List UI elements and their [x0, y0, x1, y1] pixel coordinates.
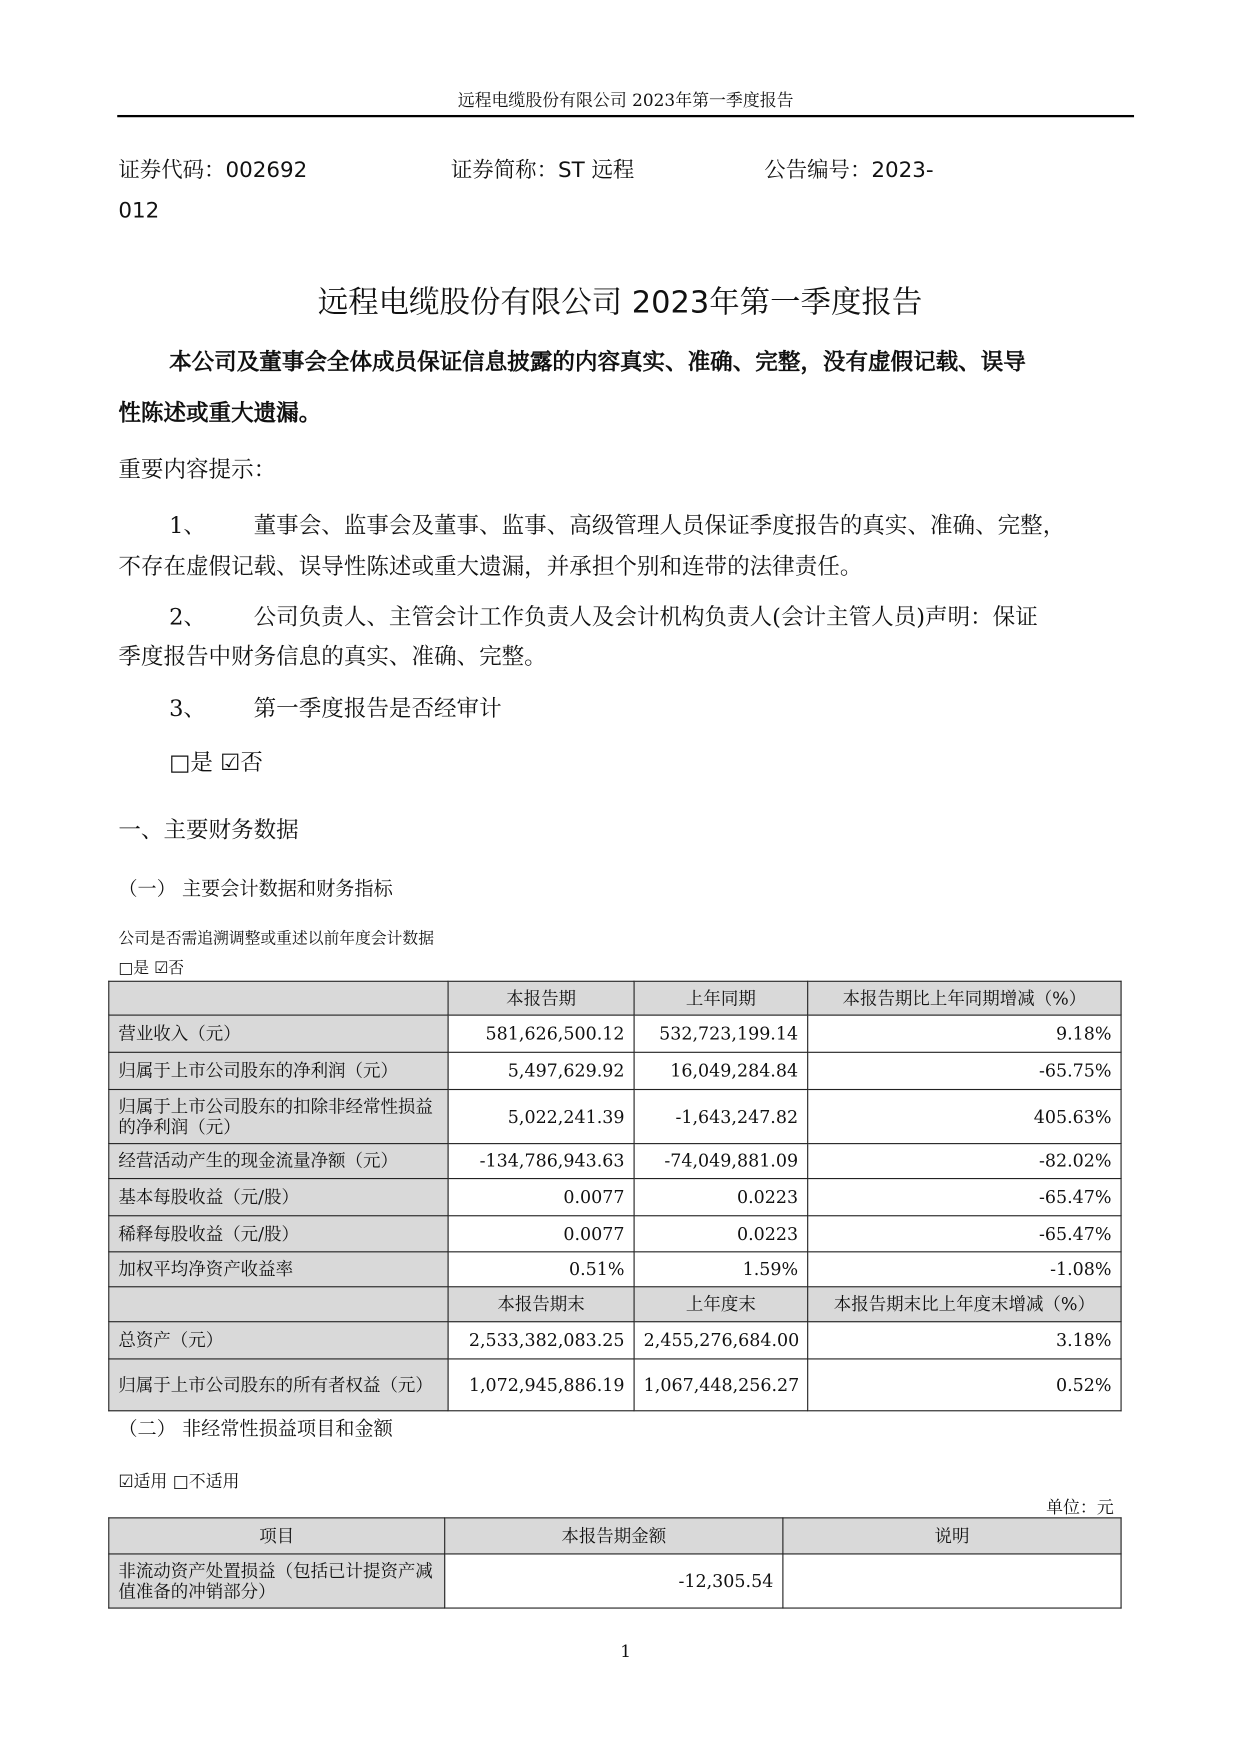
financial-data-table — [108, 981, 1121, 1412]
item-2-num: 2、 — [169, 603, 206, 631]
row-label: 归属于上市公司股东的所有者权益（元） — [109, 1359, 448, 1411]
cell: 9.18% — [808, 1015, 1121, 1052]
important-heading: 重要内容提示： — [118, 455, 277, 483]
cell: 5,497,629.92 — [448, 1052, 634, 1089]
cell: -82.02% — [808, 1144, 1121, 1179]
col-header: 本报告期比上年同期增减（%） — [808, 981, 1121, 1015]
table-row — [109, 1015, 1121, 1052]
row-label: 归属于上市公司股东的扣除非经常性损益的净利润（元） — [109, 1090, 448, 1144]
cell: 2,533,382,083.25 — [448, 1322, 634, 1359]
row-label: 加权平均净资产收益率 — [109, 1252, 448, 1287]
cell: 1,072,945,886.19 — [448, 1359, 634, 1411]
item-1-text: 董事会、监事会及董事、监事、高级管理人员保证季度报告的真实、准确、完整， — [253, 511, 1066, 539]
cell: -65.47% — [808, 1216, 1121, 1252]
row-label: 非流动资产处置损益（包括已计提资产减值准备的冲销部分） — [109, 1554, 445, 1608]
header-rule — [117, 115, 1134, 117]
cell: 0.0077 — [448, 1216, 634, 1252]
cell: -65.75% — [808, 1052, 1121, 1089]
item-3-num: 3、 — [169, 694, 206, 722]
cell: 405.63% — [808, 1090, 1121, 1144]
col-header: 上年同期 — [634, 981, 808, 1015]
subsection-heading-1: （一） 主要会计数据和财务指标 — [118, 878, 393, 901]
cell: 2,455,276,684.00 — [634, 1322, 808, 1359]
item-1-num: 1、 — [169, 511, 206, 539]
table-row — [109, 1179, 1121, 1216]
row-label: 营业收入（元） — [109, 1015, 448, 1052]
item-1-text-cont: 不存在虚假记载、误导性陈述或重大遗漏，并承担个别和连带的法律责任。 — [118, 552, 863, 580]
apply-choice: ☑适用 □不适用 — [118, 1471, 240, 1492]
row-label: 稀释每股收益（元/股） — [109, 1216, 448, 1252]
non-recurring-items-table — [108, 1517, 1121, 1608]
table-row — [109, 1554, 1121, 1608]
col-header: 本报告期末 — [448, 1287, 634, 1322]
cell: 1,067,448,256.27 — [634, 1359, 808, 1411]
section-heading-1: 一、主要财务数据 — [118, 816, 299, 844]
restate-choice: □是 ☑否 — [118, 959, 185, 978]
page-number: 1 — [620, 1641, 632, 1662]
table-header-row — [109, 1518, 1121, 1554]
item-2-text: 公司负责人、主管会计工作负责人及会计机构负责人(会计主管人员)声明：保证 — [253, 603, 1038, 631]
table-header-row — [109, 981, 1121, 1015]
row-label: 总资产（元） — [109, 1322, 448, 1359]
cell: 3.18% — [808, 1322, 1121, 1359]
report-title: 远程电缆股份有限公司 2023年第一季度报告 — [317, 285, 923, 321]
cell: 0.0223 — [634, 1179, 808, 1216]
notice-number-cont: 012 — [118, 198, 160, 224]
unit-label: 单位：元 — [1046, 1497, 1114, 1518]
col-header: 项目 — [109, 1518, 445, 1554]
col-header: 本报告期金额 — [445, 1518, 783, 1554]
stock-name: 证券简称：ST 远程 — [450, 157, 635, 183]
cell: 0.51% — [448, 1252, 634, 1287]
col-header: 本报告期 — [448, 981, 634, 1015]
row-label: 归属于上市公司股东的净利润（元） — [109, 1052, 448, 1089]
col-header: 说明 — [783, 1518, 1121, 1554]
table-row — [109, 1090, 1121, 1144]
row-label: 经营活动产生的现金流量净额（元） — [109, 1144, 448, 1179]
col-header: 本报告期末比上年度末增减（%） — [808, 1287, 1121, 1322]
stock-code: 证券代码：002692 — [118, 157, 308, 183]
table-row — [109, 1216, 1121, 1252]
statement-line-2: 性陈述或重大遗漏。 — [118, 399, 322, 427]
table-row — [109, 1322, 1121, 1359]
table-row — [109, 1144, 1121, 1179]
cell: 532,723,199.14 — [634, 1015, 808, 1052]
restate-question: 公司是否需追溯调整或重述以前年度会计数据 — [118, 929, 434, 949]
cell: -12,305.54 — [445, 1554, 783, 1608]
cell: 1.59% — [634, 1252, 808, 1287]
cell: -134,786,943.63 — [448, 1144, 634, 1179]
cell: 0.52% — [808, 1359, 1121, 1411]
cell: 0.0077 — [448, 1179, 634, 1216]
cell: -1,643,247.82 — [634, 1090, 808, 1144]
cell: 0.0223 — [634, 1216, 808, 1252]
subsection-heading-2: （二） 非经常性损益项目和金额 — [118, 1418, 393, 1441]
row-label: 基本每股收益（元/股） — [109, 1179, 448, 1216]
cell: 5,022,241.39 — [448, 1090, 634, 1144]
cell: -65.47% — [808, 1179, 1121, 1216]
audit-choice: □是 ☑否 — [169, 748, 263, 776]
running-header: 远程电缆股份有限公司 2023年第一季度报告 — [457, 90, 794, 111]
cell: 581,626,500.12 — [448, 1015, 634, 1052]
table-row — [109, 1359, 1121, 1411]
cell: -74,049,881.09 — [634, 1144, 808, 1179]
col-header: 上年度末 — [634, 1287, 808, 1322]
cell — [783, 1554, 1121, 1608]
table-row — [109, 1252, 1121, 1287]
table-header-row — [109, 1287, 1121, 1322]
item-2-text-cont: 季度报告中财务信息的真实、准确、完整。 — [118, 642, 547, 670]
cell: 16,049,284.84 — [634, 1052, 808, 1089]
notice-number: 公告编号：2023- — [764, 157, 934, 183]
table-row — [109, 1052, 1121, 1089]
statement-line-1: 本公司及董事会全体成员保证信息披露的内容真实、准确、完整，没有虚假记载、误导 — [169, 348, 1026, 376]
cell: -1.08% — [808, 1252, 1121, 1287]
item-3-text: 第一季度报告是否经审计 — [253, 694, 502, 722]
